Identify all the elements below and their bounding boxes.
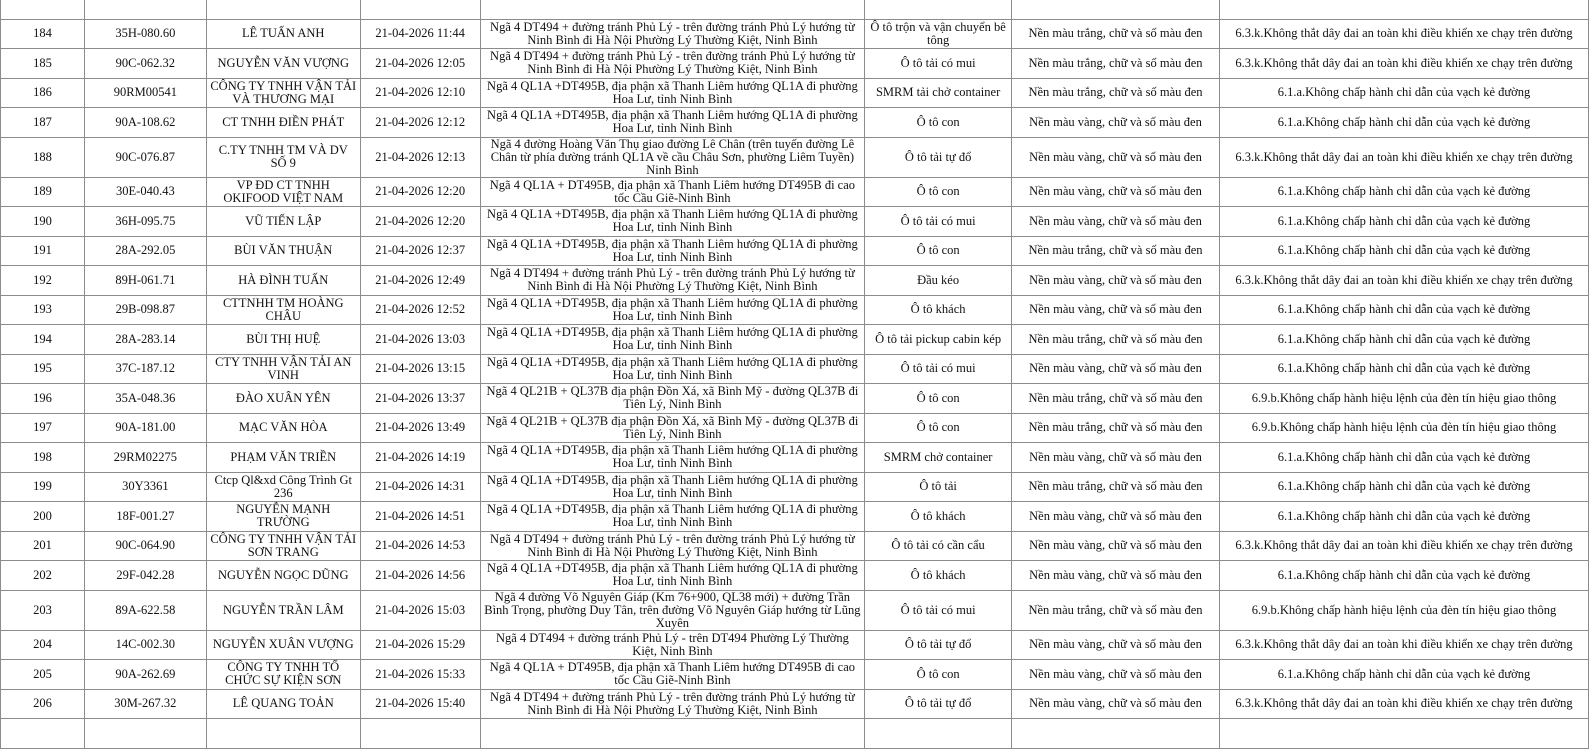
violation-cell[interactable]: 6.3.k.Không thắt dây đai an toàn khi điều khiển xe chạy trên đường [1219,689,1588,719]
owner-cell[interactable]: VŨ TIẾN LẬP [206,207,360,237]
violation-cell[interactable]: 6.1.a.Không chấp hành chỉ dẫn của vạch kẻ đường [1219,354,1588,384]
violation-cell[interactable]: 6.9.b.Không chấp hành hiệu lệnh của đèn tín hiệu giao thông [1219,384,1588,414]
row-number-cell[interactable]: 189 [1,177,85,207]
time-cell[interactable]: 21-04-2026 12:52 [360,295,480,325]
table-row [1,325,1589,355]
location-cell[interactable]: Ngã 4 đường Võ Nguyên Giáp (Km 76+900, QL38 mới) + đường Trần Bình Trọng, phường Duy Tân, trên đường Võ Nguyên Giáp hướng từ Lũng Xuyên [480,590,865,630]
location-cell[interactable]: Ngã 4 QL1A + DT495B, địa phận xã Thanh Liêm hướng DT495B đi cao tốc Cầu Giẽ-Ninh Bình [480,177,865,207]
row-number-cell[interactable]: 203 [1,590,85,630]
table-row [1,384,1589,414]
owner-cell[interactable] [206,719,360,749]
table-row [1,207,1589,237]
owner-cell[interactable]: BÙI VĂN THUẬN [206,236,360,266]
row-number-cell[interactable]: 200 [1,502,85,532]
plate-cell[interactable] [84,719,206,749]
table-row [1,531,1589,561]
time-cell[interactable] [360,0,480,19]
owner-cell[interactable]: CÔNG TY TNHH VẬN TẢI VÀ THƯƠNG MẠI [206,78,360,108]
table-row [1,719,1589,749]
plate-cell[interactable]: 35A-048.36 [84,384,206,414]
plate-color-cell[interactable]: Nền màu trắng, chữ và số màu đen [1012,384,1220,414]
location-cell[interactable] [480,0,865,19]
plate-color-cell[interactable]: Nền màu trắng, chữ và số màu đen [1012,236,1220,266]
row-number-cell[interactable]: 198 [1,443,85,473]
time-cell[interactable]: 21-04-2026 12:13 [360,137,480,177]
location-cell[interactable]: Ngã 4 QL21B + QL37B địa phận Đồn Xá, xã Bình Mỹ - đường QL37B đi Tiên Lý, Ninh Bình [480,413,865,443]
owner-cell[interactable]: NGUYỄN MẠNH TRƯỜNG [206,502,360,532]
plate-cell[interactable]: 30M-267.32 [84,689,206,719]
plate-color-cell[interactable]: Nền màu trắng, chữ và số màu đen [1012,78,1220,108]
plate-color-cell[interactable]: Nền màu vàng, chữ và số màu đen [1012,531,1220,561]
time-cell[interactable]: 21-04-2026 14:56 [360,561,480,591]
row-number-cell[interactable]: 193 [1,295,85,325]
time-cell[interactable]: 21-04-2026 15:40 [360,689,480,719]
plate-color-cell[interactable]: Nền màu trắng, chữ và số màu đen [1012,413,1220,443]
plate-cell[interactable]: 29F-042.28 [84,561,206,591]
table-row [1,472,1589,502]
vehicle-type-cell[interactable]: Ô tô tải có mui [865,207,1012,237]
plate-color-cell[interactable]: Nền màu vàng, chữ và số màu đen [1012,689,1220,719]
location-cell[interactable]: Ngã 4 QL1A +DT495B, địa phận xã Thanh Liêm hướng QL1A đi phường Hoa Lư, tỉnh Ninh Bình [480,502,865,532]
location-cell[interactable]: Ngã 4 QL1A +DT495B, địa phận xã Thanh Liêm hướng QL1A đi phường Hoa Lư, tỉnh Ninh Bình [480,472,865,502]
row-number-cell[interactable]: 184 [1,19,85,49]
time-cell[interactable]: 21-04-2026 15:03 [360,590,480,630]
owner-cell[interactable]: ĐÀO XUÂN YÊN [206,384,360,414]
vehicle-type-cell[interactable]: Ô tô tải tự đổ [865,137,1012,177]
violation-cell[interactable]: 6.1.a.Không chấp hành chỉ dẫn của vạch kẻ đường [1219,472,1588,502]
owner-cell[interactable]: MẠC VĂN HÒA [206,413,360,443]
row-number-cell[interactable]: 185 [1,49,85,79]
location-cell[interactable]: Ngã 4 QL1A +DT495B, địa phận xã Thanh Liêm hướng QL1A đi phường Hoa Lư, tỉnh Ninh Bình [480,354,865,384]
plate-cell[interactable]: 35H-080.60 [84,19,206,49]
violation-cell[interactable] [1219,0,1588,19]
violation-cell[interactable]: 6.9.b.Không chấp hành hiệu lệnh của đèn tín hiệu giao thông [1219,413,1588,443]
row-number-cell[interactable]: 187 [1,108,85,138]
owner-cell[interactable]: CÔNG TY TNHH TỔ CHỨC SỰ KIỆN SƠN [206,660,360,690]
location-cell[interactable]: Ngã 4 QL1A +DT495B, địa phận xã Thanh Liêm hướng QL1A đi phường Hoa Lư, tỉnh Ninh Bình [480,325,865,355]
plate-cell[interactable]: 30E-040.43 [84,177,206,207]
plate-cell[interactable]: 89H-061.71 [84,266,206,296]
table-row [1,295,1589,325]
plate-cell[interactable]: 90A-108.62 [84,108,206,138]
vehicle-type-cell[interactable]: Ô tô con [865,660,1012,690]
table-row [1,689,1589,719]
violation-cell[interactable]: 6.3.k.Không thắt dây đai an toàn khi điều khiển xe chạy trên đường [1219,19,1588,49]
plate-color-cell[interactable]: Nền màu vàng, chữ và số màu đen [1012,295,1220,325]
table-row [1,354,1589,384]
table-row [1,78,1589,108]
table-row [1,561,1589,591]
time-cell[interactable]: 21-04-2026 14:31 [360,472,480,502]
location-cell[interactable]: Ngã 4 QL1A +DT495B, địa phận xã Thanh Liêm hướng QL1A đi phường Hoa Lư, tỉnh Ninh Bình [480,561,865,591]
vehicle-type-cell[interactable]: Ô tô con [865,236,1012,266]
vehicle-type-cell[interactable]: Ô tô con [865,177,1012,207]
location-cell[interactable]: Ngã 4 QL1A +DT495B, địa phận xã Thanh Liêm hướng QL1A đi phường Hoa Lư, tỉnh Ninh Bình [480,207,865,237]
plate-cell[interactable]: 90C-064.90 [84,531,206,561]
time-cell[interactable]: 21-04-2026 15:33 [360,660,480,690]
plate-color-cell[interactable]: Nền màu trắng, chữ và số màu đen [1012,49,1220,79]
owner-cell[interactable]: Ctcp Ql&xd Công Trình Gt 236 [206,472,360,502]
row-number-cell[interactable]: 196 [1,384,85,414]
plate-cell[interactable]: 14C-002.30 [84,630,206,660]
vehicle-type-cell[interactable] [865,719,1012,749]
time-cell[interactable]: 21-04-2026 12:10 [360,78,480,108]
violation-cell[interactable]: 6.1.a.Không chấp hành chỉ dẫn của vạch kẻ đường [1219,236,1588,266]
owner-cell[interactable] [206,0,360,19]
violation-cell[interactable]: 6.1.a.Không chấp hành chỉ dẫn của vạch kẻ đường [1219,207,1588,237]
time-cell[interactable]: 21-04-2026 13:03 [360,325,480,355]
vehicle-type-cell[interactable]: Ô tô con [865,108,1012,138]
row-number-cell[interactable]: 206 [1,689,85,719]
plate-cell[interactable]: 90A-181.00 [84,413,206,443]
plate-color-cell[interactable] [1012,0,1220,19]
plate-cell[interactable]: 90C-062.32 [84,49,206,79]
plate-color-cell[interactable]: Nền màu trắng, chữ và số màu đen [1012,472,1220,502]
table-row [1,137,1589,177]
location-cell[interactable]: Ngã 4 đường Hoàng Văn Thụ giao đường Lê Chân (trên tuyến đường Lê Chân từ phía đường tránh QL1A về cầu Châu Sơn, phường Liêm Tuyền) Ninh Bình [480,137,865,177]
vehicle-type-cell[interactable]: Ô tô tải tự đổ [865,630,1012,660]
location-cell[interactable]: Ngã 4 QL1A + DT495B, địa phận xã Thanh Liêm hướng DT495B đi cao tốc Cầu Giẽ-Ninh Bình [480,660,865,690]
time-cell[interactable]: 21-04-2026 13:15 [360,354,480,384]
table-row [1,236,1589,266]
violation-cell[interactable]: 6.3.k.Không thắt dây đai an toàn khi điều khiển xe chạy trên đường [1219,630,1588,660]
vehicle-type-cell[interactable]: Ô tô tải có mui [865,354,1012,384]
table-row [1,443,1589,473]
time-cell[interactable]: 21-04-2026 13:49 [360,413,480,443]
violation-cell[interactable]: 6.1.a.Không chấp hành chỉ dẫn của vạch kẻ đường [1219,78,1588,108]
plate-color-cell[interactable]: Nền màu trắng, chữ và số màu đen [1012,590,1220,630]
plate-color-cell[interactable]: Nền màu vàng, chữ và số màu đen [1012,354,1220,384]
vehicle-type-cell[interactable]: Ô tô tải có cần cẩu [865,531,1012,561]
time-cell[interactable]: 21-04-2026 12:37 [360,236,480,266]
table-row [1,502,1589,532]
vehicle-type-cell[interactable]: Ô tô khách [865,502,1012,532]
plate-cell[interactable]: 29RM02275 [84,443,206,473]
owner-cell[interactable]: NGUYỄN TRẦN LÂM [206,590,360,630]
table-row [1,413,1589,443]
owner-cell[interactable]: NGUYỄN XUÂN VƯỢNG [206,630,360,660]
time-cell[interactable]: 21-04-2026 12:20 [360,207,480,237]
plate-color-cell[interactable]: Nền màu vàng, chữ và số màu đen [1012,266,1220,296]
time-cell[interactable]: 21-04-2026 13:37 [360,384,480,414]
violation-cell[interactable]: 6.3.k.Không thắt dây đai an toàn khi điều khiển xe chạy trên đường [1219,137,1588,177]
row-number-cell[interactable]: 199 [1,472,85,502]
time-cell[interactable]: 21-04-2026 12:20 [360,177,480,207]
plate-color-cell[interactable]: Nền màu vàng, chữ và số màu đen [1012,137,1220,177]
owner-cell[interactable]: NGUYỄN NGỌC DŨNG [206,561,360,591]
location-cell[interactable]: Ngã 4 QL1A +DT495B, địa phận xã Thanh Liêm hướng QL1A đi phường Hoa Lư, tỉnh Ninh Bình [480,443,865,473]
violation-cell[interactable]: 6.1.a.Không chấp hành chỉ dẫn của vạch kẻ đường [1219,108,1588,138]
violation-cell[interactable]: 6.3.k.Không thắt dây đai an toàn khi điều khiển xe chạy trên đường [1219,266,1588,296]
time-cell[interactable]: 21-04-2026 15:29 [360,630,480,660]
vehicle-type-cell[interactable]: SMRM tải chở container [865,78,1012,108]
row-number-cell[interactable]: 205 [1,660,85,690]
time-cell[interactable]: 21-04-2026 14:51 [360,502,480,532]
plate-cell[interactable] [84,0,206,19]
vehicle-type-cell[interactable]: Ô tô tải tự đổ [865,689,1012,719]
plate-color-cell[interactable]: Nền màu vàng, chữ và số màu đen [1012,630,1220,660]
plate-color-cell[interactable]: Nền màu vàng, chữ và số màu đen [1012,108,1220,138]
row-number-cell[interactable]: 197 [1,413,85,443]
table-row [1,266,1589,296]
row-number-cell[interactable]: 195 [1,354,85,384]
location-cell[interactable]: Ngã 4 DT494 + đường tránh Phủ Lý - trên đường tránh Phủ Lý hướng từ Ninh Bình đi Hà Nội Phường Lý Thường Kiệt, Ninh Bình [480,49,865,79]
owner-cell[interactable]: CTTNHH TM HOÀNG CHÂU [206,295,360,325]
row-number-cell[interactable]: 192 [1,266,85,296]
plate-color-cell[interactable]: Nền màu vàng, chữ và số màu đen [1012,177,1220,207]
row-number-cell[interactable]: 190 [1,207,85,237]
location-cell[interactable]: Ngã 4 QL1A +DT495B, địa phận xã Thanh Liêm hướng QL1A đi phường Hoa Lư, tỉnh Ninh Bình [480,295,865,325]
vehicle-type-cell[interactable]: Đầu kéo [865,266,1012,296]
plate-cell[interactable]: 90RM00541 [84,78,206,108]
owner-cell[interactable]: VP ĐD CT TNHH OKIFOOD VIỆT NAM [206,177,360,207]
table-row [1,108,1589,138]
violation-cell[interactable]: 6.1.a.Không chấp hành chỉ dẫn của vạch kẻ đường [1219,561,1588,591]
vehicle-type-cell[interactable]: Ô tô tải có mui [865,590,1012,630]
table-row [1,49,1589,79]
row-number-cell[interactable]: 188 [1,137,85,177]
table-row [1,590,1589,630]
row-number-cell[interactable]: 186 [1,78,85,108]
violation-cell[interactable]: 6.1.a.Không chấp hành chỉ dẫn của vạch kẻ đường [1219,177,1588,207]
time-cell[interactable]: 21-04-2026 12:12 [360,108,480,138]
table-row [1,177,1589,207]
row-number-cell[interactable]: 194 [1,325,85,355]
plate-cell[interactable]: 37C-187.12 [84,354,206,384]
owner-cell[interactable]: NGUYỄN VĂN VƯỢNG [206,49,360,79]
location-cell[interactable]: Ngã 4 DT494 + đường tránh Phủ Lý - trên đường tránh Phủ Lý hướng từ Ninh Bình đi Hà Nội Phường Lý Thường Kiệt, Ninh Bình [480,531,865,561]
table-row [1,630,1589,660]
location-cell[interactable] [480,719,865,749]
plate-cell[interactable]: 90C-076.87 [84,137,206,177]
violation-cell[interactable]: 6.3.k.Không thắt dây đai an toàn khi điều khiển xe chạy trên đường [1219,49,1588,79]
location-cell[interactable]: Ngã 4 QL1A +DT495B, địa phận xã Thanh Liêm hướng QL1A đi phường Hoa Lư, tỉnh Ninh Bình [480,78,865,108]
table-row [1,0,1589,19]
time-cell[interactable]: 21-04-2026 12:05 [360,49,480,79]
row-number-cell[interactable]: 191 [1,236,85,266]
location-cell[interactable]: Ngã 4 DT494 + đường tránh Phủ Lý - trên đường tránh Phủ Lý hướng từ Ninh Bình đi Hà Nội Phường Lý Thường Kiệt, Ninh Bình [480,689,865,719]
violation-cell[interactable]: 6.1.a.Không chấp hành chỉ dẫn của vạch kẻ đường [1219,502,1588,532]
vehicle-type-cell[interactable]: Ô tô khách [865,295,1012,325]
location-cell[interactable]: Ngã 4 QL21B + QL37B địa phận Đồn Xá, xã Bình Mỹ - đường QL37B đi Tiên Lý, Ninh Bình [480,384,865,414]
plate-cell[interactable]: 28A-292.05 [84,236,206,266]
violation-cell[interactable] [1219,719,1588,749]
location-cell[interactable]: Ngã 4 DT494 + đường tránh Phủ Lý - trên đường tránh Phủ Lý hướng từ Ninh Bình đi Hà Nội Phường Lý Thường Kiệt, Ninh Bình [480,266,865,296]
plate-cell[interactable]: 90A-262.69 [84,660,206,690]
vehicle-type-cell[interactable]: Ô tô con [865,413,1012,443]
plate-color-cell[interactable]: Nền màu vàng, chữ và số màu đen [1012,207,1220,237]
plate-color-cell[interactable]: Nền màu vàng, chữ và số màu đen [1012,502,1220,532]
owner-cell[interactable]: CTY TNHH VẬN TẢI AN VINH [206,354,360,384]
vehicle-type-cell[interactable]: Ô tô tải có mui [865,49,1012,79]
plate-color-cell[interactable] [1012,719,1220,749]
location-cell[interactable]: Ngã 4 QL1A +DT495B, địa phận xã Thanh Liêm hướng QL1A đi phường Hoa Lư, tỉnh Ninh Bình [480,108,865,138]
table-row [1,660,1589,690]
violation-cell[interactable]: 6.1.a.Không chấp hành chỉ dẫn của vạch kẻ đường [1219,325,1588,355]
owner-cell[interactable]: C.TY TNHH TM VÀ DV SỐ 9 [206,137,360,177]
time-cell[interactable]: 21-04-2026 14:19 [360,443,480,473]
time-cell[interactable] [360,719,480,749]
vehicle-type-cell[interactable]: Ô tô trộn và vận chuyển bê tông [865,19,1012,49]
time-cell[interactable]: 21-04-2026 11:44 [360,19,480,49]
plate-cell[interactable]: 89A-622.58 [84,590,206,630]
row-number-cell[interactable]: 201 [1,531,85,561]
owner-cell[interactable]: LÊ QUANG TOẢN [206,689,360,719]
time-cell[interactable]: 21-04-2026 14:53 [360,531,480,561]
owner-cell[interactable]: HÀ ĐÌNH TUẤN [206,266,360,296]
row-number-cell[interactable]: 204 [1,630,85,660]
location-cell[interactable]: Ngã 4 QL1A +DT495B, địa phận xã Thanh Liêm hướng QL1A đi phường Hoa Lư, tỉnh Ninh Bình [480,236,865,266]
violation-cell[interactable]: 6.9.b.Không chấp hành hiệu lệnh của đèn tín hiệu giao thông [1219,590,1588,630]
owner-cell[interactable]: LÊ TUẤN ANH [206,19,360,49]
location-cell[interactable]: Ngã 4 DT494 + đường tránh Phủ Lý - trên đường tránh Phủ Lý hướng từ Ninh Bình đi Hà Nội Phường Lý Thường Kiệt, Ninh Bình [480,19,865,49]
plate-cell[interactable]: 36H-095.75 [84,207,206,237]
plate-cell[interactable]: 29B-098.87 [84,295,206,325]
plate-color-cell[interactable]: Nền màu trắng, chữ và số màu đen [1012,19,1220,49]
vehicle-type-cell[interactable]: SMRM chở container [865,443,1012,473]
plate-color-cell[interactable]: Nền màu vàng, chữ và số màu đen [1012,561,1220,591]
row-number-cell[interactable]: 202 [1,561,85,591]
row-number-cell[interactable] [1,719,85,749]
violation-cell[interactable]: 6.3.k.Không thắt dây đai an toàn khi điều khiển xe chạy trên đường [1219,531,1588,561]
vehicle-type-cell[interactable]: Ô tô tải [865,472,1012,502]
owner-cell[interactable]: PHẠM VĂN TRIỀN [206,443,360,473]
owner-cell[interactable]: CT TNHH ĐIỀN PHÁT [206,108,360,138]
row-number-cell[interactable] [1,0,85,19]
time-cell[interactable]: 21-04-2026 12:49 [360,266,480,296]
violation-cell[interactable]: 6.1.a.Không chấp hành chỉ dẫn của vạch kẻ đường [1219,660,1588,690]
plate-cell[interactable]: 28A-283.14 [84,325,206,355]
violation-cell[interactable]: 6.1.a.Không chấp hành chỉ dẫn của vạch kẻ đường [1219,295,1588,325]
vehicle-type-cell[interactable]: Ô tô con [865,384,1012,414]
table-body [1,0,1589,748]
vehicle-type-cell[interactable] [865,0,1012,19]
owner-cell[interactable]: BÙI THỊ HUỆ [206,325,360,355]
owner-cell[interactable]: CÔNG TY TNHH VẬN TẢI SƠN TRANG [206,531,360,561]
vehicle-type-cell[interactable]: Ô tô khách [865,561,1012,591]
plate-cell[interactable]: 30Y3361 [84,472,206,502]
table-row [1,19,1589,49]
plate-color-cell[interactable]: Nền màu vàng, chữ và số màu đen [1012,660,1220,690]
plate-color-cell[interactable]: Nền màu trắng, chữ và số màu đen [1012,325,1220,355]
plate-cell[interactable]: 18F-001.27 [84,502,206,532]
plate-color-cell[interactable]: Nền màu vàng, chữ và số màu đen [1012,443,1220,473]
location-cell[interactable]: Ngã 4 DT494 + đường tránh Phủ Lý - trên DT494 Phường Lý Thường Kiệt, Ninh Bình [480,630,865,660]
vehicle-type-cell[interactable]: Ô tô tải pickup cabin kép [865,325,1012,355]
violation-cell[interactable]: 6.1.a.Không chấp hành chỉ dẫn của vạch kẻ đường [1219,443,1588,473]
